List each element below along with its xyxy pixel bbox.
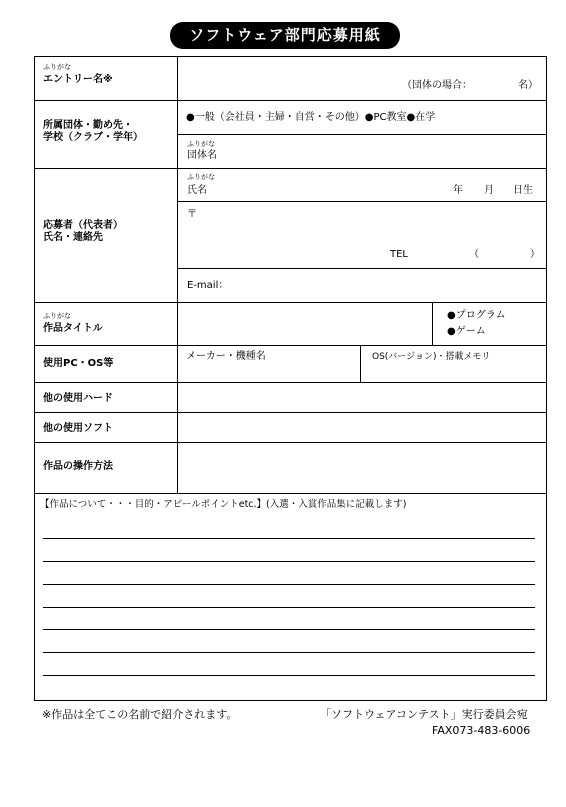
other-software-field[interactable] [178, 413, 546, 442]
tel-label: TEL [390, 249, 408, 260]
table-border-left [34, 56, 35, 701]
maker-model-field[interactable] [178, 364, 359, 382]
row-divider [34, 100, 547, 101]
option-program[interactable]: ●プログラム [447, 310, 506, 321]
applicant-name-field[interactable] [220, 169, 445, 201]
affiliation-options[interactable]: ●一般（会社員・主婦・自営・その他）●PC教室●在学 [186, 112, 436, 123]
group-count-suffix: 名） [518, 80, 538, 91]
os-memory-label: OS(バージョン)・搭載メモリ [372, 352, 491, 362]
writing-line [43, 607, 535, 608]
entry-name-field[interactable] [178, 57, 546, 100]
committee-address: 「ソフトウェアコンテスト」実行委員会宛 [320, 708, 528, 721]
other-hardware-label: 他の使用ハード [43, 393, 113, 404]
operation-method-field[interactable] [178, 443, 546, 493]
address-field[interactable] [200, 203, 540, 243]
affiliation-label-line2: 学校（クラブ・学年） [43, 132, 143, 143]
work-title-field[interactable] [178, 303, 431, 345]
applicant-name-label: 氏名 [187, 185, 207, 196]
group-note: （団体の場合： [402, 80, 472, 91]
writing-line [43, 652, 535, 653]
entry-furigana: ふりがな [43, 63, 71, 71]
row-divider [177, 268, 547, 269]
row-divider [177, 201, 547, 202]
email-field[interactable] [230, 270, 546, 302]
writing-line [43, 629, 535, 630]
row-divider [34, 345, 547, 346]
title-options-divider [432, 302, 433, 346]
birth-year-label: 年 [453, 185, 463, 196]
table-border-right [546, 56, 547, 701]
postal-mark: 〒 [187, 209, 197, 220]
writing-line [43, 561, 535, 562]
group-name-furigana: ふりがな [187, 140, 215, 148]
tel-close-paren: ） [530, 249, 540, 260]
writing-line [43, 584, 535, 585]
writing-line [43, 675, 535, 676]
applicant-furigana: ふりがな [187, 173, 215, 181]
os-memory-field[interactable] [361, 364, 546, 382]
fax-number: FAX073-483-6006 [432, 724, 531, 737]
writing-line [43, 538, 535, 539]
applicant-label-line2: 氏名・連絡先 [43, 232, 103, 243]
email-label: E-mail： [187, 280, 229, 291]
applicant-label-line1: 応募者（代表者） [43, 220, 123, 231]
option-game[interactable]: ●ゲーム [447, 326, 486, 337]
about-work-label: 【作品について・・・目的・アピールポイントetc.】(入選・入賞作品集に記載します) [40, 499, 407, 510]
operation-method-label: 作品の操作方法 [43, 461, 113, 472]
entry-name-label: エントリー名※ [43, 74, 113, 85]
birthday-label: 日生 [513, 185, 533, 196]
group-name-label: 団体名 [187, 150, 217, 161]
pc-os-label: 使用PC・OS等 [43, 358, 114, 369]
tel-open-paren: （ [469, 249, 479, 260]
tel-field[interactable] [415, 245, 540, 265]
other-hardware-field[interactable] [178, 383, 546, 412]
maker-model-label: メーカー・機種名 [186, 351, 266, 362]
row-divider [34, 493, 547, 494]
work-title-label: 作品タイトル [43, 323, 103, 334]
form-title: ソフトウェア部門応募用紙 [170, 22, 400, 49]
birth-month-label: 月 [484, 185, 494, 196]
table-border-bottom [34, 700, 547, 701]
affiliation-label-line1: 所属団体・勤め先・ [43, 120, 133, 131]
group-name-field[interactable] [230, 135, 546, 168]
other-software-label: 他の使用ソフト [43, 423, 113, 434]
footer-note: ※作品は全てこの名前で紹介されます。 [42, 708, 238, 721]
work-title-furigana: ふりがな [43, 312, 71, 320]
